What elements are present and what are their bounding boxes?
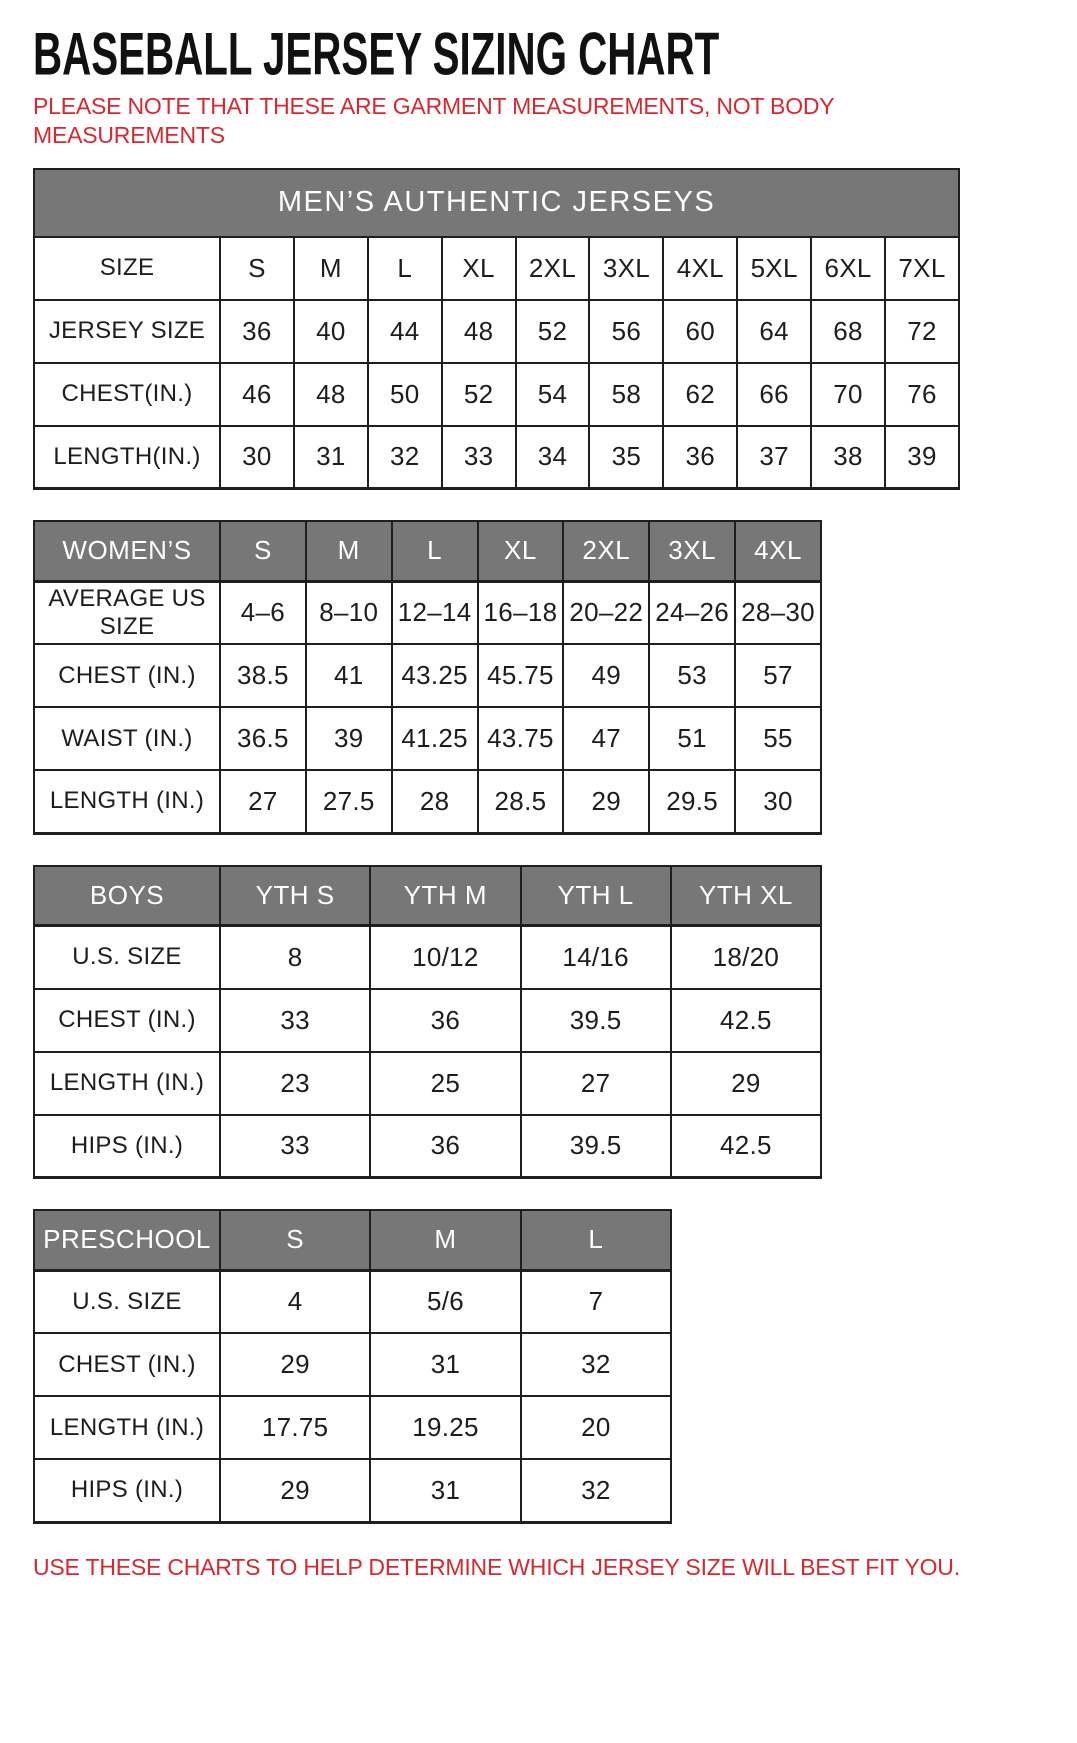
womens-table-wrap bbox=[33, 520, 1077, 835]
boys-header-cell: YTH M bbox=[370, 866, 520, 926]
womens-value-cell: 39 bbox=[306, 707, 392, 770]
preschool-value-cell: 20 bbox=[521, 1396, 671, 1459]
boys-row-label: LENGTH (IN.) bbox=[34, 1052, 220, 1115]
mens-value-cell: 4XL bbox=[663, 237, 737, 300]
boys-header-row bbox=[34, 866, 821, 926]
mens-row-label: LENGTH(IN.) bbox=[34, 426, 220, 489]
womens-value-cell: 47 bbox=[563, 707, 649, 770]
preschool-data-row bbox=[34, 1270, 671, 1333]
boys-value-cell: 36 bbox=[370, 989, 520, 1052]
womens-value-cell: 43.75 bbox=[478, 707, 564, 770]
footer-help-text: USE THESE CHARTS TO HELP DETERMINE WHICH JERSEY SIZE WILL BEST FIT YOU. bbox=[33, 1553, 960, 1580]
mens-value-cell: 33 bbox=[442, 426, 516, 489]
preschool-header-cell: S bbox=[220, 1210, 370, 1270]
boys-table-wrap bbox=[33, 865, 1077, 1180]
preschool-row-label: LENGTH (IN.) bbox=[34, 1396, 220, 1459]
boys-value-cell: 18/20 bbox=[671, 926, 821, 989]
mens-value-cell: 48 bbox=[442, 300, 516, 363]
mens-value-cell: 72 bbox=[885, 300, 959, 363]
preschool-header-row bbox=[34, 1210, 671, 1270]
womens-header-cell: M bbox=[306, 521, 392, 581]
womens-value-cell: 51 bbox=[649, 707, 735, 770]
preschool-value-cell: 29 bbox=[220, 1333, 370, 1396]
preschool-value-cell: 19.25 bbox=[370, 1396, 520, 1459]
page-title: BASEBALL JERSEY SIZING CHART bbox=[33, 19, 720, 88]
boys-header-cell: YTH XL bbox=[671, 866, 821, 926]
mens-value-cell: 52 bbox=[516, 300, 590, 363]
womens-value-cell: 53 bbox=[649, 644, 735, 707]
womens-header-cell: 2XL bbox=[563, 521, 649, 581]
boys-value-cell: 33 bbox=[220, 1115, 370, 1178]
mens-data-row bbox=[34, 363, 959, 426]
mens-data-row bbox=[34, 237, 959, 300]
mens-value-cell: 36 bbox=[220, 300, 294, 363]
mens-value-cell: 36 bbox=[663, 426, 737, 489]
mens-value-cell: 35 bbox=[589, 426, 663, 489]
preschool-data-row bbox=[34, 1333, 671, 1396]
mens-value-cell: 5XL bbox=[737, 237, 811, 300]
garment-measurements-note: PLEASE NOTE THAT THESE ARE GARMENT MEASUREMENTS, NOT BODY MEASUREMENTS bbox=[33, 93, 835, 148]
mens-value-cell: 64 bbox=[737, 300, 811, 363]
boys-value-cell: 29 bbox=[671, 1052, 821, 1115]
womens-value-cell: 8–10 bbox=[306, 581, 392, 644]
womens-value-cell: 38.5 bbox=[220, 644, 306, 707]
mens-value-cell: 40 bbox=[294, 300, 368, 363]
boys-data-row bbox=[34, 1115, 821, 1178]
mens-value-cell: 54 bbox=[516, 363, 590, 426]
boys-value-cell: 33 bbox=[220, 989, 370, 1052]
boys-table bbox=[33, 865, 822, 1180]
boys-row-label: HIPS (IN.) bbox=[34, 1115, 220, 1178]
womens-value-cell: 16–18 bbox=[478, 581, 564, 644]
womens-row-label: WAIST (IN.) bbox=[34, 707, 220, 770]
mens-value-cell: 50 bbox=[368, 363, 442, 426]
mens-value-cell: 44 bbox=[368, 300, 442, 363]
mens-value-cell: 32 bbox=[368, 426, 442, 489]
womens-header-cell: L bbox=[392, 521, 478, 581]
mens-value-cell: 37 bbox=[737, 426, 811, 489]
mens-row-label: CHEST(IN.) bbox=[34, 363, 220, 426]
mens-value-cell: M bbox=[294, 237, 368, 300]
preschool-table bbox=[33, 1209, 672, 1524]
womens-value-cell: 24–26 bbox=[649, 581, 735, 644]
mens-value-cell: 60 bbox=[663, 300, 737, 363]
boys-value-cell: 39.5 bbox=[521, 989, 671, 1052]
mens-value-cell: 7XL bbox=[885, 237, 959, 300]
womens-value-cell: 49 bbox=[563, 644, 649, 707]
womens-row-label: AVERAGE US SIZE bbox=[34, 581, 220, 644]
mens-data-row bbox=[34, 300, 959, 363]
boys-value-cell: 42.5 bbox=[671, 989, 821, 1052]
boys-data-row bbox=[34, 926, 821, 989]
womens-value-cell: 30 bbox=[735, 770, 821, 833]
womens-data-row bbox=[34, 581, 821, 644]
preschool-value-cell: 7 bbox=[521, 1270, 671, 1333]
boys-data-row bbox=[34, 1052, 821, 1115]
womens-table bbox=[33, 520, 822, 835]
mens-value-cell: L bbox=[368, 237, 442, 300]
mens-banner-row bbox=[34, 169, 959, 237]
mens-value-cell: 58 bbox=[589, 363, 663, 426]
womens-value-cell: 28–30 bbox=[735, 581, 821, 644]
womens-data-row bbox=[34, 770, 821, 833]
womens-header-row bbox=[34, 521, 821, 581]
mens-value-cell: 31 bbox=[294, 426, 368, 489]
mens-value-cell: 46 bbox=[220, 363, 294, 426]
womens-data-row bbox=[34, 707, 821, 770]
womens-header-cell: 3XL bbox=[649, 521, 735, 581]
mens-value-cell: 39 bbox=[885, 426, 959, 489]
preschool-row-label: U.S. SIZE bbox=[34, 1270, 220, 1333]
boys-value-cell: 25 bbox=[370, 1052, 520, 1115]
mens-value-cell: 48 bbox=[294, 363, 368, 426]
mens-value-cell: 30 bbox=[220, 426, 294, 489]
boys-row-label: CHEST (IN.) bbox=[34, 989, 220, 1052]
mens-value-cell: S bbox=[220, 237, 294, 300]
womens-value-cell: 43.25 bbox=[392, 644, 478, 707]
womens-value-cell: 4–6 bbox=[220, 581, 306, 644]
womens-value-cell: 27 bbox=[220, 770, 306, 833]
preschool-value-cell: 17.75 bbox=[220, 1396, 370, 1459]
womens-value-cell: 41.25 bbox=[392, 707, 478, 770]
mens-value-cell: XL bbox=[442, 237, 516, 300]
mens-row-label: SIZE bbox=[34, 237, 220, 300]
womens-value-cell: 29 bbox=[563, 770, 649, 833]
preschool-row-label: HIPS (IN.) bbox=[34, 1459, 220, 1522]
womens-header-cell: 4XL bbox=[735, 521, 821, 581]
mens-banner-title: MEN’S AUTHENTIC JERSEYS bbox=[34, 169, 959, 237]
boys-value-cell: 36 bbox=[370, 1115, 520, 1178]
womens-header-label: WOMEN’S bbox=[34, 521, 220, 581]
mens-value-cell: 34 bbox=[516, 426, 590, 489]
mens-value-cell: 62 bbox=[663, 363, 737, 426]
womens-value-cell: 55 bbox=[735, 707, 821, 770]
womens-value-cell: 45.75 bbox=[478, 644, 564, 707]
womens-row-label: LENGTH (IN.) bbox=[34, 770, 220, 833]
boys-value-cell: 39.5 bbox=[521, 1115, 671, 1178]
boys-value-cell: 14/16 bbox=[521, 926, 671, 989]
womens-value-cell: 12–14 bbox=[392, 581, 478, 644]
womens-value-cell: 28 bbox=[392, 770, 478, 833]
mens-row-label: JERSEY SIZE bbox=[34, 300, 220, 363]
boys-value-cell: 42.5 bbox=[671, 1115, 821, 1178]
preschool-value-cell: 32 bbox=[521, 1333, 671, 1396]
mens-data-row bbox=[34, 426, 959, 489]
womens-header-cell: XL bbox=[478, 521, 564, 581]
preschool-header-label: PRESCHOOL bbox=[34, 1210, 220, 1270]
preschool-row-label: CHEST (IN.) bbox=[34, 1333, 220, 1396]
preschool-table-wrap bbox=[33, 1209, 1077, 1524]
preschool-value-cell: 31 bbox=[370, 1459, 520, 1522]
mens-value-cell: 52 bbox=[442, 363, 516, 426]
preschool-value-cell: 31 bbox=[370, 1333, 520, 1396]
womens-value-cell: 20–22 bbox=[563, 581, 649, 644]
boys-data-row bbox=[34, 989, 821, 1052]
mens-value-cell: 76 bbox=[885, 363, 959, 426]
preschool-header-cell: M bbox=[370, 1210, 520, 1270]
mens-table bbox=[33, 168, 960, 491]
boys-value-cell: 8 bbox=[220, 926, 370, 989]
boys-value-cell: 27 bbox=[521, 1052, 671, 1115]
boys-value-cell: 23 bbox=[220, 1052, 370, 1115]
preschool-value-cell: 5/6 bbox=[370, 1270, 520, 1333]
womens-value-cell: 57 bbox=[735, 644, 821, 707]
womens-header-cell: S bbox=[220, 521, 306, 581]
womens-value-cell: 36.5 bbox=[220, 707, 306, 770]
boys-row-label: U.S. SIZE bbox=[34, 926, 220, 989]
mens-value-cell: 38 bbox=[811, 426, 885, 489]
womens-value-cell: 27.5 bbox=[306, 770, 392, 833]
boys-header-cell: YTH S bbox=[220, 866, 370, 926]
preschool-header-cell: L bbox=[521, 1210, 671, 1270]
tables-container bbox=[33, 168, 1077, 1524]
mens-value-cell: 66 bbox=[737, 363, 811, 426]
mens-value-cell: 70 bbox=[811, 363, 885, 426]
mens-value-cell: 56 bbox=[589, 300, 663, 363]
boys-value-cell: 10/12 bbox=[370, 926, 520, 989]
womens-data-row bbox=[34, 644, 821, 707]
preschool-data-row bbox=[34, 1459, 671, 1522]
preschool-value-cell: 4 bbox=[220, 1270, 370, 1333]
womens-value-cell: 41 bbox=[306, 644, 392, 707]
preschool-value-cell: 32 bbox=[521, 1459, 671, 1522]
womens-value-cell: 29.5 bbox=[649, 770, 735, 833]
mens-table-wrap bbox=[33, 168, 1077, 491]
preschool-data-row bbox=[34, 1396, 671, 1459]
boys-header-label: BOYS bbox=[34, 866, 220, 926]
mens-value-cell: 2XL bbox=[516, 237, 590, 300]
preschool-value-cell: 29 bbox=[220, 1459, 370, 1522]
womens-row-label: CHEST (IN.) bbox=[34, 644, 220, 707]
mens-value-cell: 6XL bbox=[811, 237, 885, 300]
womens-value-cell: 28.5 bbox=[478, 770, 564, 833]
boys-header-cell: YTH L bbox=[521, 866, 671, 926]
mens-value-cell: 68 bbox=[811, 300, 885, 363]
mens-value-cell: 3XL bbox=[589, 237, 663, 300]
